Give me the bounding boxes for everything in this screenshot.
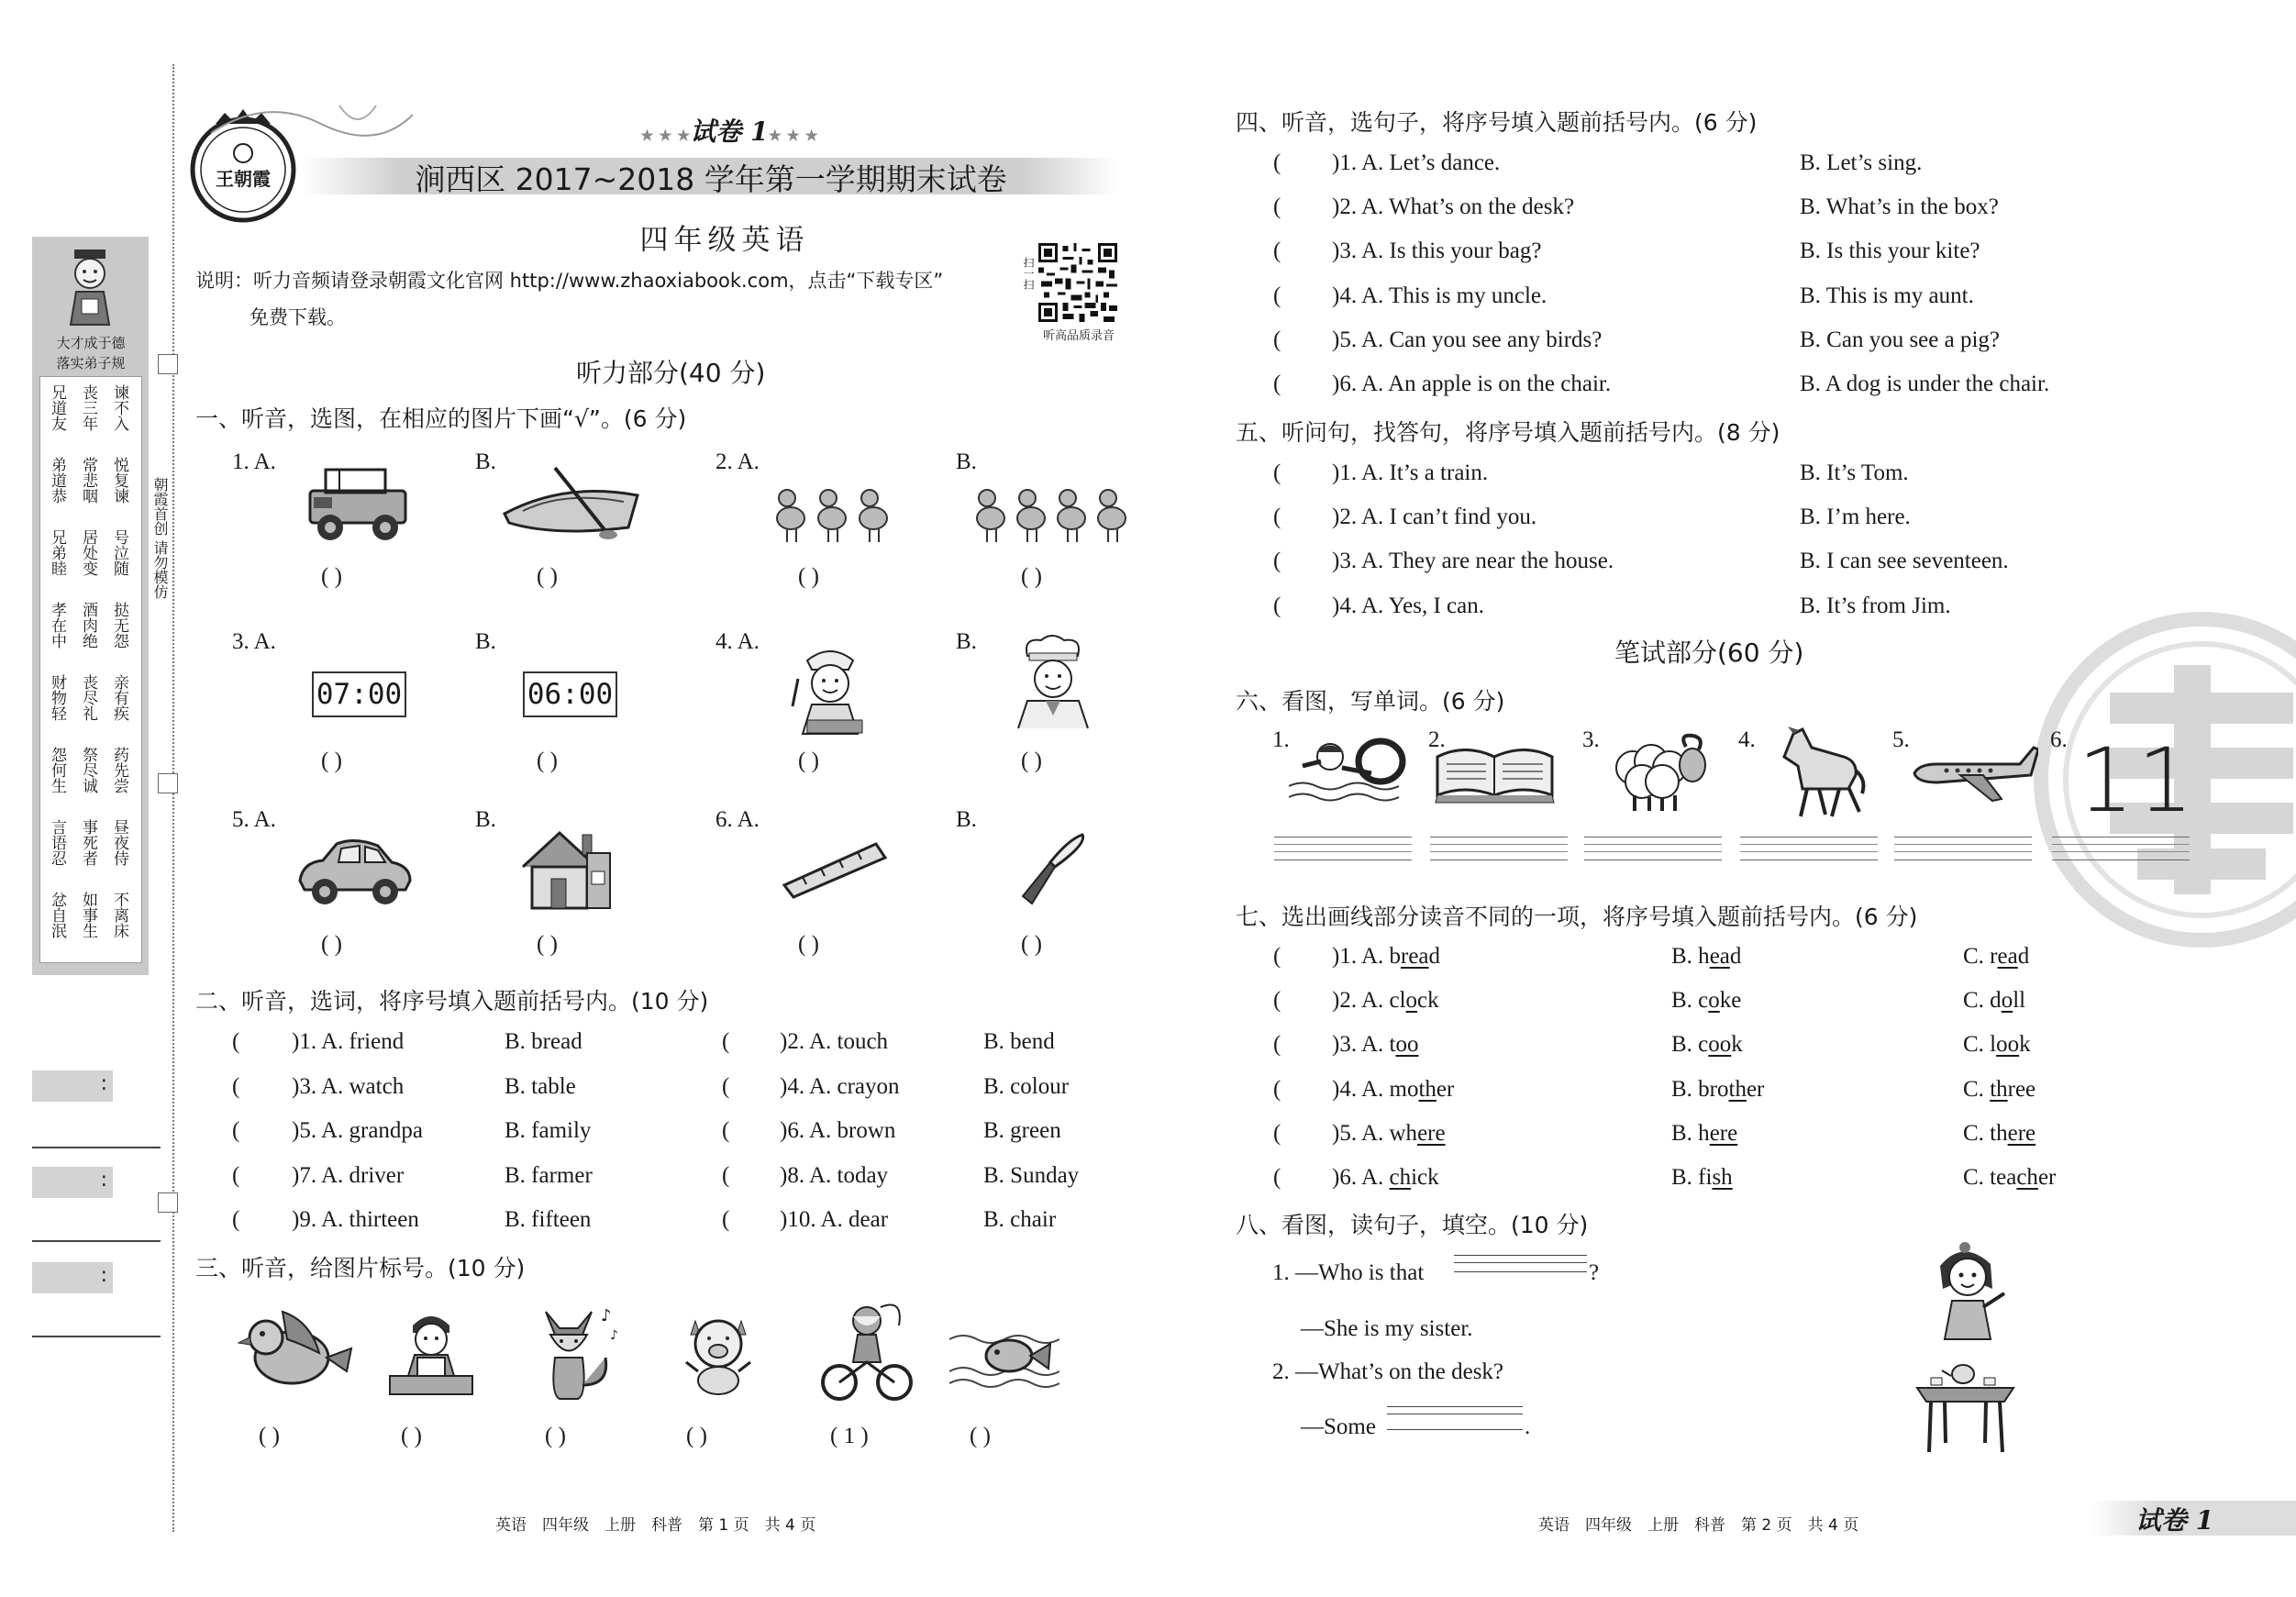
s2-item-a: )5. A. grandpa xyxy=(292,1118,424,1143)
poem-column: 兄弟睦 xyxy=(48,529,66,576)
s5-option-b: B. It’s from Jim. xyxy=(1800,593,1951,618)
s7-option-a xyxy=(1332,988,1439,1014)
s7-option-a-suffix: ck xyxy=(1417,988,1439,1014)
svg-text:♪: ♪ xyxy=(601,1306,612,1325)
s2-paren-right[interactable]: ( xyxy=(722,1207,730,1232)
s4-paren[interactable]: ( xyxy=(1273,283,1281,308)
s7-option-c-suffix: d xyxy=(2017,944,2030,969)
info-line-3 xyxy=(32,1336,161,1337)
poem-column: 居处变 xyxy=(79,529,97,576)
s4-option-a: )2. A. What’s on the desk? xyxy=(1332,194,1575,220)
note-line-2: 免费下载。 xyxy=(250,306,346,328)
airplane-icon xyxy=(1910,738,2038,807)
vertical-note: 朝霞首创 请勿模仿 xyxy=(151,477,169,600)
section-7-title: 七、选出画线部分读音不同的一项，将序号填入题前括号内。(6 分) xyxy=(1236,904,1918,930)
sidebar-motto-panel xyxy=(32,237,149,975)
pig-icon xyxy=(672,1307,764,1399)
boat-icon xyxy=(500,463,647,546)
section-6-title: 六、看图，写单词。(6 分) xyxy=(1236,688,1505,715)
s7-option-b-prefix: B. h xyxy=(1671,1120,1710,1146)
s7-option-a-suffix: ick xyxy=(1411,1165,1439,1190)
s8-blank-2b xyxy=(1387,1429,1523,1430)
jeep-icon xyxy=(303,459,413,550)
poem-box xyxy=(39,376,142,963)
s7-option-c-underlined: ere xyxy=(2007,1120,2036,1146)
s6-label: 4. xyxy=(1738,727,1756,752)
s5-option-a: )4. A. Yes, I can. xyxy=(1332,593,1484,618)
poem-column: 挞无怨 xyxy=(110,602,128,649)
section-2-title: 二、听音，选词，将序号填入题前括号内。(10 分) xyxy=(195,988,709,1015)
s1-label-5b: B. xyxy=(475,807,496,832)
s4-option-b: B. What’s in the box? xyxy=(1800,194,1999,220)
footer-badge: 试卷 1 xyxy=(2135,1505,2214,1536)
ribbon-decoration xyxy=(211,96,413,151)
poem-column: 丧尽礼 xyxy=(79,674,97,721)
s7-option-a-number: )4. A. xyxy=(1332,1076,1390,1102)
section-3-title: 三、听音，给图片标号。(10 分) xyxy=(195,1255,526,1281)
s1-label-1a: 1. A. xyxy=(232,449,276,474)
s7-option-c xyxy=(1963,944,2029,970)
s2-item-a: )7. A. driver xyxy=(292,1162,405,1188)
s7-option-a-prefix: mo xyxy=(1389,1076,1419,1102)
poem-column: 谏不入 xyxy=(110,384,128,431)
section-8-title: 八、看图，读句子，填空。(10 分) xyxy=(1236,1212,1589,1238)
s7-option-a-prefix: b xyxy=(1389,944,1401,969)
s7-option-c xyxy=(1963,1165,2056,1191)
s7-option-a xyxy=(1332,1077,1454,1103)
svg-text:♪: ♪ xyxy=(610,1328,618,1343)
poem-column: 如事生 xyxy=(79,892,97,938)
s5-option-b: B. It’s Tom. xyxy=(1800,460,1909,485)
s7-option-c-prefix: C. xyxy=(1963,1076,1991,1102)
sidebar-motto-2: 落实弟子规 xyxy=(56,355,126,372)
s2-item-a: )9. A. thirteen xyxy=(292,1207,419,1232)
s2-item-d: B. Sunday xyxy=(983,1162,1080,1188)
bird-icon xyxy=(237,1303,356,1394)
s7-option-a xyxy=(1332,1165,1439,1191)
s1-label-3a: 3. A. xyxy=(232,629,276,654)
s1-answer-3b[interactable]: ( ) xyxy=(537,749,558,773)
s5-option-a: )2. A. I can’t find you. xyxy=(1332,505,1537,530)
s5-paren[interactable]: ( xyxy=(1273,593,1281,618)
info-line-2 xyxy=(32,1240,161,1242)
section-1-title: 一、听音，选图，在相应的图片下画“√”。(6 分) xyxy=(195,405,687,432)
s2-item-d: B. bend xyxy=(983,1029,1055,1054)
s1-label-4a: 4. A. xyxy=(715,629,760,654)
s7-option-b-underlined: ere xyxy=(1709,1120,1738,1146)
s2-item-d: B. colour xyxy=(983,1073,1070,1099)
s7-paren[interactable]: ( xyxy=(1273,1120,1281,1146)
s8-blank-1[interactable] xyxy=(1454,1255,1587,1263)
footer-left: 英语 四年级 上册 科普 第 1 页 共 4 页 xyxy=(495,1516,816,1535)
number-eleven: 11 xyxy=(2078,729,2198,832)
s7-option-b-underlined: th xyxy=(1728,1076,1747,1102)
s7-option-a-prefix: wh xyxy=(1389,1120,1418,1146)
s7-option-a-underlined: rea xyxy=(1401,944,1429,969)
qr-side-label: 扫一扫 xyxy=(1022,257,1035,290)
cook-icon xyxy=(1009,633,1096,729)
poem-column: 兄道友 xyxy=(48,384,66,431)
s7-option-a-prefix: cl xyxy=(1389,988,1406,1014)
subject-title: 四年级英语 xyxy=(639,224,810,257)
s7-option-b-suffix: d xyxy=(1729,944,1742,969)
s7-option-c-prefix: C. th xyxy=(1963,1120,2008,1146)
s7-option-c xyxy=(1963,988,2025,1014)
s7-option-b-suffix: ke xyxy=(1719,988,1742,1014)
s1-answer-2b[interactable]: ( ) xyxy=(1021,564,1042,589)
poem-column: 悦复谏 xyxy=(110,457,128,504)
s1-answer-5b[interactable]: ( ) xyxy=(537,932,558,957)
s4-option-a: )1. A. Let’s dance. xyxy=(1332,150,1501,175)
listening-heading: 听力部分(40 分) xyxy=(576,358,766,388)
s1-answer-3a[interactable]: ( ) xyxy=(321,749,342,773)
s7-option-c-suffix: er xyxy=(2037,1165,2057,1190)
s4-paren[interactable]: ( xyxy=(1273,238,1281,264)
s7-option-c-prefix: C. tea xyxy=(1963,1165,2017,1190)
s1-answer-6b[interactable]: ( ) xyxy=(1021,932,1042,957)
horse-icon xyxy=(1775,725,1867,821)
s4-option-a: )5. A. Can you see any birds? xyxy=(1332,327,1603,352)
s7-paren[interactable]: ( xyxy=(1273,1165,1281,1190)
monkey-bike-icon xyxy=(816,1298,917,1403)
footer-right: 英语 四年级 上册 科普 第 2 页 共 4 页 xyxy=(1538,1516,1859,1535)
s7-option-c-underlined: o xyxy=(2001,988,2013,1014)
s2-item-b: B. table xyxy=(505,1073,576,1099)
s1-label-4b: B. xyxy=(956,629,977,654)
s5-paren[interactable]: ( xyxy=(1273,549,1281,574)
poem-column: 孝在中 xyxy=(48,602,66,649)
s4-option-a: )4. A. This is my uncle. xyxy=(1332,283,1547,308)
poem-column: 亲有疾 xyxy=(110,674,128,721)
poem-column: 昼夜侍 xyxy=(110,819,128,866)
s7-option-a-underlined: ch xyxy=(1389,1165,1412,1190)
info-field-1[interactable]: : xyxy=(32,1070,113,1102)
s6-writing-line[interactable] xyxy=(1740,837,1878,860)
s7-option-b-prefix: B. c xyxy=(1671,1032,1709,1058)
s5-paren[interactable]: ( xyxy=(1273,460,1281,485)
s5-paren[interactable]: ( xyxy=(1273,505,1281,530)
poem-column: 丧三年 xyxy=(79,384,97,431)
poem-column: 财物轻 xyxy=(48,674,66,721)
exam-badge: ★ ★ ★试卷 1★ ★ ★ xyxy=(640,116,818,147)
s7-option-b-prefix: B. bro xyxy=(1671,1076,1729,1102)
s7-option-a-suffix: d xyxy=(1428,944,1441,969)
info-field-3[interactable]: : xyxy=(32,1262,113,1293)
s8-question-2: 2. —What’s on the desk? xyxy=(1272,1359,1504,1384)
swimmer-icon xyxy=(1289,729,1408,807)
s6-label: 3. xyxy=(1582,727,1600,752)
poem-column: 忿自泯 xyxy=(48,892,66,938)
s3-answer[interactable]: ( ) xyxy=(401,1424,422,1448)
s7-option-b-prefix: B. h xyxy=(1671,944,1710,969)
binding-square-1 xyxy=(158,354,178,374)
s7-option-c-suffix: ll xyxy=(2013,988,2026,1014)
fish-icon xyxy=(949,1321,1059,1394)
s4-option-b: B. A dog is under the chair. xyxy=(1800,372,2050,396)
s7-option-b-suffix: er xyxy=(1746,1076,1765,1102)
s4-paren[interactable]: ( xyxy=(1273,150,1281,175)
s2-item-a: )3. A. watch xyxy=(292,1073,405,1099)
s3-answer[interactable]: ( ) xyxy=(970,1424,991,1448)
s7-paren[interactable]: ( xyxy=(1273,988,1281,1014)
girl-icon xyxy=(1917,1238,2018,1344)
s7-option-b-underlined: ea xyxy=(1709,944,1730,969)
s2-item-c: )2. A. touch xyxy=(780,1029,889,1054)
s7-option-a xyxy=(1332,1121,1446,1147)
s7-option-b xyxy=(1671,1032,1743,1058)
s2-paren-left[interactable]: ( xyxy=(232,1073,240,1099)
section-5-title: 五、听问句，找答句，将序号填入题前括号内。(8 分) xyxy=(1236,419,1780,446)
s8-blank-2[interactable] xyxy=(1387,1406,1523,1414)
s7-option-b-underlined: oo xyxy=(1708,1032,1732,1058)
s1-label-2b: B. xyxy=(956,449,977,474)
s2-item-c: )8. A. today xyxy=(780,1162,889,1188)
s2-item-b: B. family xyxy=(505,1118,592,1143)
s1-label-1b: B. xyxy=(475,449,496,474)
s1-answer-5a[interactable]: ( ) xyxy=(321,932,342,957)
s7-option-b xyxy=(1671,1077,1764,1103)
s7-option-c-suffix: k xyxy=(2019,1032,2031,1058)
s7-option-c xyxy=(1963,1077,2035,1103)
s7-option-c-prefix: C. r xyxy=(1963,944,1998,969)
s7-option-c-underlined: th xyxy=(1990,1076,2008,1102)
s6-writing-line[interactable] xyxy=(1894,837,2032,860)
s7-option-c-underlined: ea xyxy=(1997,944,2018,969)
s7-option-a-underlined: th xyxy=(1418,1076,1436,1102)
s7-option-a-number: )3. A. xyxy=(1332,1032,1390,1058)
s3-answer[interactable]: ( 1 ) xyxy=(830,1424,869,1448)
house-icon xyxy=(518,826,615,913)
s5-option-b: B. I’m here. xyxy=(1800,505,1911,530)
s7-option-b-underlined: o xyxy=(1708,988,1720,1014)
s5-option-b: B. I can see seventeen. xyxy=(1800,549,2009,574)
s2-paren-left[interactable]: ( xyxy=(232,1029,240,1054)
s6-writing-line[interactable] xyxy=(2052,837,2190,860)
s8-answer-2-end: . xyxy=(1525,1414,1531,1439)
s7-option-a xyxy=(1332,1032,1418,1058)
poem-column: 酒肉绝 xyxy=(79,602,97,649)
scholar-icon xyxy=(58,246,122,328)
clock-0700: 07:00 xyxy=(312,671,406,717)
s5-option-a: )1. A. It’s a train. xyxy=(1332,460,1489,485)
s7-option-a-number: )2. A. xyxy=(1332,988,1390,1014)
s3-answer[interactable]: ( ) xyxy=(686,1424,707,1448)
s2-item-b: B. fifteen xyxy=(505,1207,592,1232)
three-ducks-icon xyxy=(771,482,894,546)
s8-question-1-end: ? xyxy=(1589,1260,1600,1285)
fox-icon xyxy=(523,1303,624,1403)
info-field-2[interactable]: : xyxy=(32,1167,113,1198)
info-line-1 xyxy=(32,1147,161,1148)
s7-paren[interactable]: ( xyxy=(1273,1032,1281,1058)
s4-paren[interactable]: ( xyxy=(1273,327,1281,352)
s7-paren[interactable]: ( xyxy=(1273,944,1281,969)
qr-code[interactable] xyxy=(1038,243,1117,322)
s8-blank-1b xyxy=(1454,1271,1587,1272)
poem-column: 药先尝 xyxy=(110,747,128,793)
s7-option-b xyxy=(1671,1121,1737,1147)
four-ducks-icon xyxy=(971,482,1136,546)
s2-paren-left[interactable]: ( xyxy=(232,1118,240,1143)
sheep-icon xyxy=(1596,726,1715,814)
s7-option-b-prefix: B. fi xyxy=(1671,1165,1713,1190)
s6-label: 5. xyxy=(1892,727,1910,752)
s1-answer-2a[interactable]: ( ) xyxy=(798,564,819,589)
boy-reading-icon xyxy=(385,1307,477,1399)
s3-answer[interactable]: ( ) xyxy=(259,1424,280,1448)
s7-option-a-number: )6. A. xyxy=(1332,1165,1390,1190)
note-line-1: 说明：听力音频请登录朝霞文化官网 http://www.zhaoxiabook.com，点击“下载专区” xyxy=(195,270,944,292)
s8-answer-1: —She is my sister. xyxy=(1301,1316,1473,1341)
s7-option-a-underlined: ere xyxy=(1417,1120,1446,1146)
s7-option-b xyxy=(1671,988,1741,1014)
s2-item-c: )6. A. brown xyxy=(780,1118,896,1143)
s7-option-c-suffix: ree xyxy=(2007,1076,2036,1102)
s1-label-3b: B. xyxy=(475,629,496,654)
s7-option-c xyxy=(1963,1121,2035,1147)
clock-0600: 06:00 xyxy=(523,671,617,717)
s7-option-b-underlined: sh xyxy=(1712,1165,1733,1190)
s2-item-c: )4. A. crayon xyxy=(780,1073,900,1099)
s2-paren-right[interactable]: ( xyxy=(722,1162,730,1188)
s4-option-b: B. This is my aunt. xyxy=(1800,283,1974,308)
s8-answer-2: —Some xyxy=(1301,1414,1376,1439)
s2-paren-left[interactable]: ( xyxy=(232,1162,240,1188)
s1-answer-4b[interactable]: ( ) xyxy=(1021,749,1042,773)
s4-paren[interactable]: ( xyxy=(1273,194,1281,220)
car-icon xyxy=(295,835,415,908)
poem-column: 弟道恭 xyxy=(48,457,66,504)
s7-option-c-underlined: ch xyxy=(2016,1165,2038,1190)
poem-column: 祭尽诚 xyxy=(79,747,97,793)
ruler-icon xyxy=(780,835,890,899)
s1-answer-1a[interactable]: ( ) xyxy=(321,564,342,589)
book-icon xyxy=(1433,738,1557,807)
s6-writing-line[interactable] xyxy=(1584,837,1722,860)
s2-item-d: B. green xyxy=(983,1118,1061,1143)
s7-paren[interactable]: ( xyxy=(1273,1076,1281,1102)
s8-question-1: 1. —Who is that xyxy=(1272,1260,1425,1285)
s4-option-b: B. Can you see a pig? xyxy=(1800,327,2001,352)
binding-square-3 xyxy=(158,1192,178,1213)
s2-paren-left[interactable]: ( xyxy=(232,1207,240,1232)
sidebar-motto-1: 大才成于德 xyxy=(56,335,126,351)
s7-option-a-suffix: er xyxy=(1436,1076,1455,1102)
s1-label-5a: 5. A. xyxy=(232,807,276,832)
s2-item-b: B. bread xyxy=(505,1029,582,1054)
s7-option-b-suffix: k xyxy=(1731,1032,1743,1058)
s7-option-a xyxy=(1332,944,1440,970)
poem-column: 事死者 xyxy=(79,819,97,866)
s2-item-b: B. farmer xyxy=(505,1162,593,1188)
s7-option-a-number: )5. A. xyxy=(1332,1120,1390,1146)
s4-option-a: )3. A. Is this your bag? xyxy=(1332,238,1542,264)
s4-option-b: B. Let’s sing. xyxy=(1800,150,1923,175)
s4-paren[interactable]: ( xyxy=(1273,372,1281,396)
s7-option-b xyxy=(1671,944,1741,970)
s6-label: 1. xyxy=(1272,727,1290,752)
s6-label: 2. xyxy=(1428,727,1446,752)
s2-item-d: B. chair xyxy=(983,1207,1057,1232)
s1-label-6a: 6. A. xyxy=(715,807,760,832)
poem-column: 不离床 xyxy=(110,892,128,938)
s7-option-b xyxy=(1671,1165,1733,1191)
page-title: 涧西区 2017~2018 学年第一学期期末试卷 xyxy=(415,161,1007,197)
binding-square-2 xyxy=(158,773,178,793)
s7-option-c-prefix: C. d xyxy=(1963,988,2002,1014)
poem-column: 常悲咽 xyxy=(79,457,97,504)
knife-icon xyxy=(1018,830,1092,908)
s1-answer-4a[interactable]: ( ) xyxy=(798,749,819,773)
s2-item-a: )1. A. friend xyxy=(292,1029,405,1054)
s1-answer-1b[interactable]: ( ) xyxy=(537,564,558,589)
binding-line xyxy=(172,64,174,1532)
s7-option-c-underlined: oo xyxy=(1996,1032,2020,1058)
logo-text: 王朝霞 xyxy=(216,168,271,190)
s7-option-a-underlined: oo xyxy=(1395,1032,1419,1058)
s7-option-a-prefix: t xyxy=(1389,1032,1396,1058)
s2-paren-right[interactable]: ( xyxy=(722,1029,730,1054)
s7-option-c xyxy=(1963,1032,2031,1058)
nurse-icon xyxy=(780,642,881,738)
s2-item-c: )10. A. dear xyxy=(780,1207,889,1232)
s7-option-a-number: )1. A. xyxy=(1332,944,1390,969)
poem-column: 号泣随 xyxy=(110,529,128,576)
s1-label-6b: B. xyxy=(956,807,977,832)
qr-caption: 听高品质录音 xyxy=(1042,329,1115,343)
desk-with-teapot-icon xyxy=(1913,1356,2018,1457)
s6-writing-line[interactable] xyxy=(1274,837,1412,860)
s2-paren-right[interactable]: ( xyxy=(722,1073,730,1099)
s6-writing-line[interactable] xyxy=(1430,837,1568,860)
s7-option-b-prefix: B. c xyxy=(1671,988,1709,1014)
s2-paren-right[interactable]: ( xyxy=(722,1118,730,1143)
s1-answer-6a[interactable]: ( ) xyxy=(798,932,819,957)
poem-column: 言语忍 xyxy=(48,819,66,866)
writing-heading: 笔试部分(60 分) xyxy=(1614,638,1804,668)
s1-label-2a: 2. A. xyxy=(715,449,760,474)
section-4-title: 四、听音，选句子，将序号填入题前括号内。(6 分) xyxy=(1236,109,1758,136)
s4-option-a: )6. A. An apple is on the chair. xyxy=(1332,372,1612,396)
s7-option-c-prefix: C. l xyxy=(1963,1032,1997,1058)
s6-label: 6. xyxy=(2050,727,2068,752)
s7-option-a-underlined: o xyxy=(1405,988,1418,1014)
s5-option-a: )3. A. They are near the house. xyxy=(1332,549,1614,574)
s3-answer[interactable]: ( ) xyxy=(545,1424,566,1448)
poem-column: 怨何生 xyxy=(48,747,66,793)
s4-option-b: B. Is this your kite? xyxy=(1800,238,1980,264)
